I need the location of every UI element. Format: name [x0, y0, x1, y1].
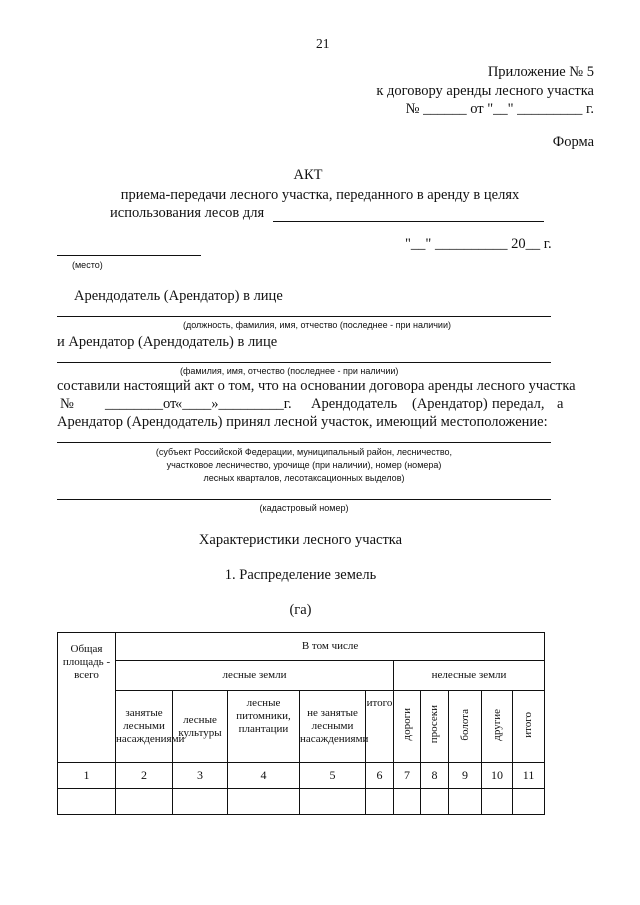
location-caption-3: лесных кварталов, лесотаксационных выделов) [203, 473, 405, 483]
act-subtitle-line1: приема-передачи лесного участка, переданного в аренду в целях [120, 187, 520, 203]
nonforest-lands-header: нелесные земли [394, 661, 545, 691]
purpose-blank-line [273, 221, 544, 222]
para-date: «____»_________г. [175, 396, 292, 412]
para-number-sign: № [60, 396, 74, 412]
empty-data-row [58, 789, 545, 815]
col-number: 11 [513, 763, 545, 789]
section-title: Характеристики лесного участка [198, 532, 403, 548]
para-landlord: Арендодатель [311, 396, 398, 412]
col-number: 4 [228, 763, 300, 789]
act-subtitle-line2: использования лесов для [110, 205, 265, 221]
landlord-text: Арендодатель (Арендатор) в лице [74, 288, 283, 304]
place-blank-line [57, 255, 201, 256]
para-a: а [557, 396, 564, 412]
tenant-text: и Арендатор (Арендодатель) в лице [57, 334, 278, 350]
col-clearings: просеки [428, 705, 440, 744]
cadastral-caption: (кадастровый номер) [259, 503, 349, 513]
paragraph-line1: составили настоящий акт о том, что на основании договора аренды лесного участка [57, 378, 576, 394]
col-occupied-forest: занятые лесными насаждениями [116, 691, 173, 763]
form-label: Форма [552, 134, 594, 150]
col-swamps: болота [458, 708, 471, 741]
cadastral-blank-line [57, 499, 551, 500]
col-other: другие [490, 708, 503, 741]
col-forest-cultures: лесные культуры [173, 691, 228, 763]
contract-label: к договору аренды лесного участка [376, 83, 594, 99]
act-title: АКТ [293, 167, 323, 183]
col-forest-total: итого [366, 691, 394, 763]
page-number: 21 [316, 36, 330, 51]
total-area-header: Общая площадь - всего [58, 633, 116, 763]
land-distribution-table [57, 632, 545, 815]
location-blank-line [57, 442, 551, 443]
col-number: 9 [449, 763, 482, 789]
location-caption-1: (субъект Российской Федерации, муниципальный район, лесничество, [155, 447, 453, 457]
act-date: "__" __________ 20__ г. [405, 236, 552, 252]
forest-lands-header: лесные земли [116, 661, 394, 691]
col-number: 2 [116, 763, 173, 789]
tenant-blank-line [57, 362, 551, 363]
col-number: 10 [482, 763, 513, 789]
section-subtitle: 1. Распределение земель [224, 567, 377, 583]
para-from: ________от [105, 396, 177, 412]
col-number: 8 [421, 763, 449, 789]
landlord-blank-line [57, 316, 551, 317]
col-number: 1 [58, 763, 116, 789]
col-nonforest-total: итого [522, 711, 535, 738]
col-unoccupied-forest: не занятые лесными насаждениями [300, 691, 366, 763]
para-passed: передал, [492, 396, 545, 412]
col-number: 3 [173, 763, 228, 789]
col-number: 5 [300, 763, 366, 789]
landlord-caption: (должность, фамилия, имя, отчество (последнее - при наличии) [183, 320, 451, 330]
contract-number-line: № ______ от "__" _________ г. [405, 101, 594, 117]
location-caption-2: участковое лесничество, урочище (при наличии), номер (номера) [166, 460, 442, 470]
col-nurseries: лесные питомники, плантации [228, 691, 300, 763]
appendix-label: Приложение № 5 [487, 64, 594, 80]
col-number: 6 [366, 763, 394, 789]
place-caption: (место) [72, 260, 103, 270]
col-number: 7 [394, 763, 421, 789]
col-roads: дороги [400, 708, 413, 741]
tenant-caption: (фамилия, имя, отчество (последнее - при наличии) [180, 366, 399, 376]
para-role: (Арендатор) [412, 396, 488, 412]
including-header: В том числе [116, 633, 545, 661]
paragraph-line3: Арендатор (Арендодатель) принял лесной участок, имеющий местоположение: [57, 414, 548, 430]
unit-label: (га) [289, 602, 312, 618]
